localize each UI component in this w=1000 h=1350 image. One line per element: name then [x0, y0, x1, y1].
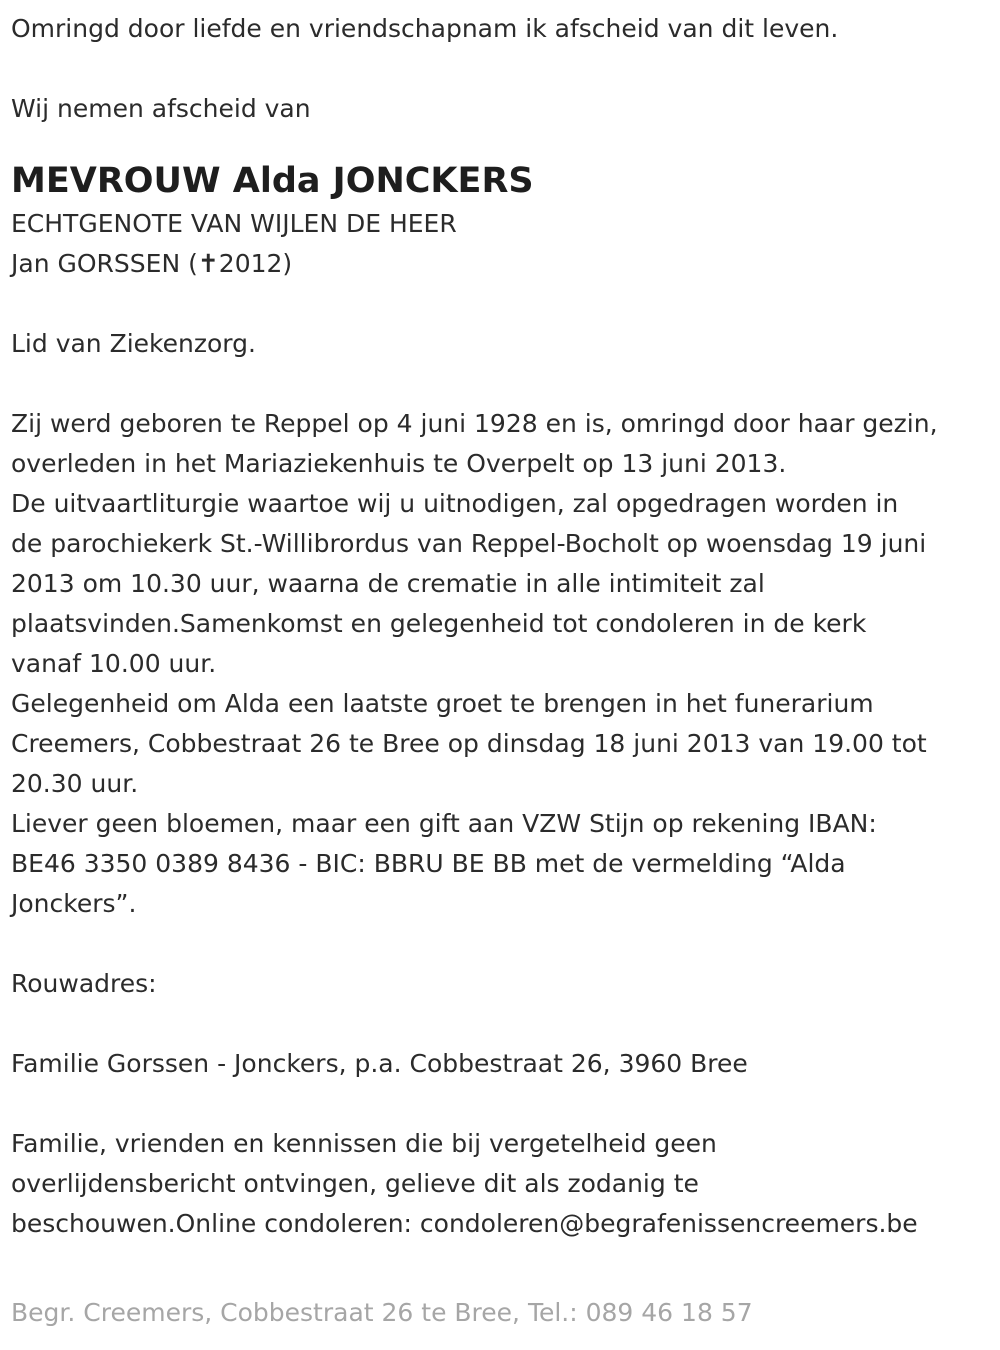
relation-text: ECHTGENOTE VAN WIJLEN DE HEER	[11, 209, 457, 238]
closing-line: Familie, vrienden en kennissen die bij vergetelheid geen	[11, 1129, 717, 1158]
spacer	[11, 49, 996, 89]
body-line: Jonckers”.	[11, 889, 137, 918]
body-line: De uitvaartliturgie waartoe wij u uitnodigen, zal opgedragen worden in	[11, 489, 899, 518]
body-line: 20.30 uur.	[11, 769, 139, 798]
body-line: 2013 om 10.30 uur, waarna de crematie in alle intimiteit zal	[11, 569, 765, 598]
deceased-name: MEVROUW Alda JONCKERS	[11, 161, 534, 201]
body-line: Liever geen bloemen, maar een gift aan VZW Stijn op rekening IBAN:	[11, 809, 877, 838]
body-line: Gelegenheid om Alda een laatste groet te brengen in het funerarium	[11, 689, 874, 718]
mourning-address: Familie Gorssen - Jonckers, p.a. Cobbestraat 26, 3960 Bree	[11, 1049, 748, 1078]
spacer	[11, 924, 996, 964]
body-line: overleden in het Mariaziekenhuis te Overpelt op 13 juni 2013.	[11, 449, 787, 478]
body-line: vanaf 10.00 uur.	[11, 649, 217, 678]
mourning-address-label: Rouwadres:	[11, 969, 157, 998]
closing-line: overlijdensbericht ontvingen, gelieve dit als zodanig te	[11, 1169, 699, 1198]
spacer	[11, 284, 996, 324]
body-line: plaatsvinden.Samenkomst en gelegenheid tot condoleren in de kerk	[11, 609, 867, 638]
body-paragraph	[11, 404, 996, 924]
obituary-notice	[11, 9, 996, 1244]
intro-text: Omringd door liefde en vriendschapnam ik afscheid van dit leven.	[11, 14, 839, 43]
body-line: de parochiekerk St.-Willibrordus van Reppel-Bocholt op woensdag 19 juni	[11, 529, 927, 558]
membership-text: Lid van Ziekenzorg.	[11, 329, 256, 358]
farewell-text: Wij nemen afscheid van	[11, 94, 311, 123]
body-line: BE46 3350 0389 8436 - BIC: BBRU BE BB met de vermelding “Alda	[11, 849, 846, 878]
body-line: Zij werd geboren te Reppel op 4 juni 1928 en is, omringd door haar gezin,	[11, 409, 938, 438]
closing-line: beschouwen.Online condoleren: condoleren@begrafenissencreemers.be	[11, 1209, 918, 1238]
funeral-home-footer: Begr. Creemers, Cobbestraat 26 te Bree, Tel.: 089 46 18 57	[11, 1298, 753, 1327]
spacer	[11, 364, 996, 404]
spouse-text: Jan GORSSEN (✝2012)	[11, 249, 293, 278]
body-line: Creemers, Cobbestraat 26 te Bree op dinsdag 18 juni 2013 van 19.00 tot	[11, 729, 927, 758]
closing-paragraph	[11, 1124, 996, 1244]
spacer	[11, 1004, 996, 1044]
spacer	[11, 1084, 996, 1124]
